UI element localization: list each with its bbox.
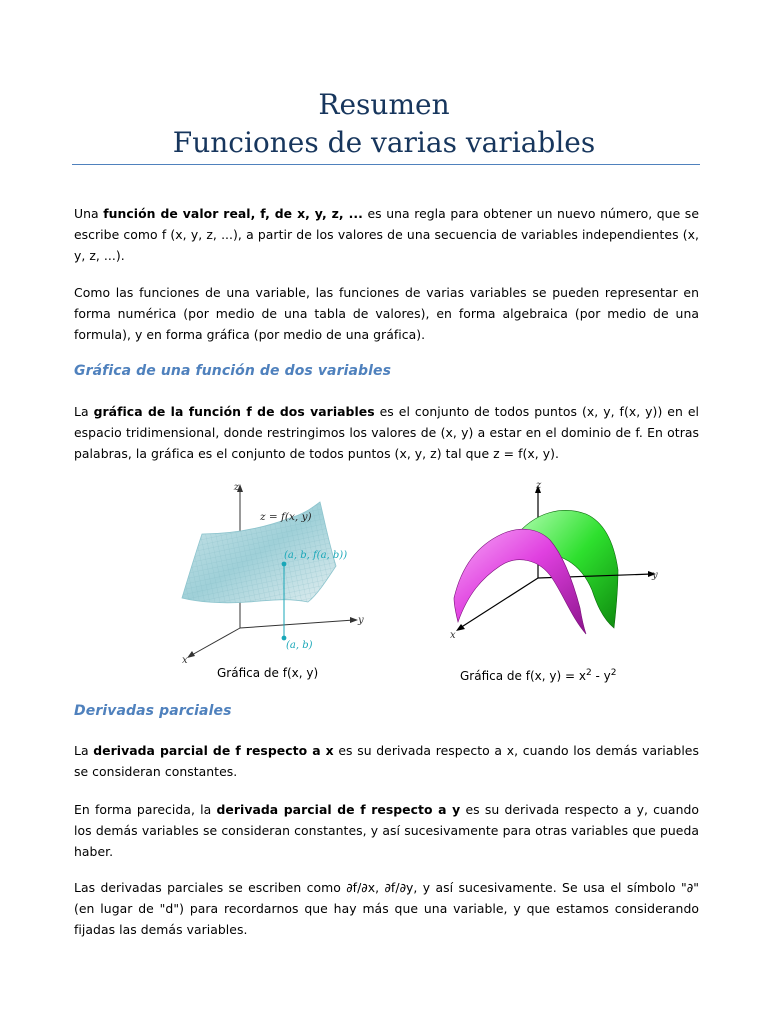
grafica-p-text-a: La [74, 404, 94, 419]
derivadas-p1-text-b: es su derivada respecto a x, cuando los demás variables se consideran constantes. [74, 743, 699, 779]
surface-graph-figure [178, 478, 374, 666]
derivadas-p2-text-a: En forma parecida, la [74, 802, 217, 817]
fig2-caption-exp1: 2 [585, 668, 592, 678]
intro-paragraph-1 [74, 203, 699, 266]
fig1-z-label: z [233, 482, 239, 493]
title-divider [72, 164, 700, 165]
derivadas-p2-bold: derivada parcial de f respecto a y [216, 802, 461, 817]
intro-p1-text-a: Una [74, 206, 104, 221]
fig1-y-label: y [358, 615, 364, 626]
derivadas-p1-text-a: La [74, 743, 94, 758]
intro-paragraph-2: Como las funciones de una variable, las funciones de varias variables se pueden representar en forma numérica (por medio de una tabla de valores), en forma algebraica (por medio de una formula), y en forma gráfica (por medio de una gráfica). [74, 285, 699, 342]
fig2-caption-main: Gráfica de f(x, y) = x [460, 669, 586, 683]
derivadas-paragraph-3: Las derivadas parciales se escriben como ∂f/∂x, ∂f/∂y, y así sucesivamente. Se usa el símbolo "∂" (en lugar de "d") para recordarnos que hay más que una variable, y que estamos considerando fijadas las demás variables. [74, 880, 699, 937]
fig2-caption-mid: - y [591, 669, 611, 683]
fig2-x-label: x [450, 630, 456, 641]
fig1-surface-label: z = f(x, y) [260, 511, 312, 523]
fig1-x-label: x [182, 655, 188, 666]
derivadas-p1-bold: derivada parcial de f respecto a x [93, 743, 334, 758]
title-line-1: Resumen [318, 88, 450, 121]
fig1-caption: Gráfica de f(x, y) [217, 666, 319, 680]
section-heading-derivadas: Derivadas parciales [74, 703, 232, 719]
saddle-graph-figure [446, 478, 666, 642]
section-heading-grafica: Gráfica de una función de dos variables [74, 363, 392, 379]
grafica-p-bold: gráfica de la función f de dos variables [93, 404, 375, 419]
surface-point [282, 562, 287, 567]
x-axis-arrow [187, 651, 195, 658]
fig2-caption-exp2: 2 [610, 668, 617, 678]
intro-p1-text-b: es una regla para obtener un nuevo número, que se escribe como f (x, y, z, ...), a partir de los valores de una secuencia de variables independientes (x, y, z, ...). [74, 206, 699, 263]
grafica-p-text-b: es el conjunto de todos puntos (x, y, f(x, y)) en el espacio tridimensional, donde restringimos los valores de (x, y) a estar en el dominio de f. En otras palabras, la gráfica es el conjunto de todos puntos (x, y, z) tal que z = f(x, y). [74, 404, 700, 461]
x-axis [190, 628, 240, 656]
grafica-paragraph [74, 401, 699, 464]
title-line-2: Funciones de varias variables [172, 126, 596, 159]
page-title [0, 86, 768, 162]
intro-p1-bold: función de valor real, f, de x, y, z, ... [103, 206, 363, 221]
derivadas-p2-text-b: es su derivada respecto a y, cuando los demás variables se consideran constantes, y así sucesivamente para otras variables que pueda haber. [74, 802, 700, 859]
fig2-y-label: y [652, 570, 658, 581]
y-axis-arrow [350, 617, 358, 623]
derivadas-paragraph-1 [74, 740, 699, 782]
fig1-point-label: (a, b, f(a, b)) [284, 550, 348, 561]
fig2-caption [460, 665, 616, 684]
fig2-z-label: z [536, 480, 542, 491]
derivadas-paragraph-2 [74, 799, 699, 862]
fig1-domain-label: (a, b) [286, 640, 313, 651]
y-axis [240, 620, 354, 628]
